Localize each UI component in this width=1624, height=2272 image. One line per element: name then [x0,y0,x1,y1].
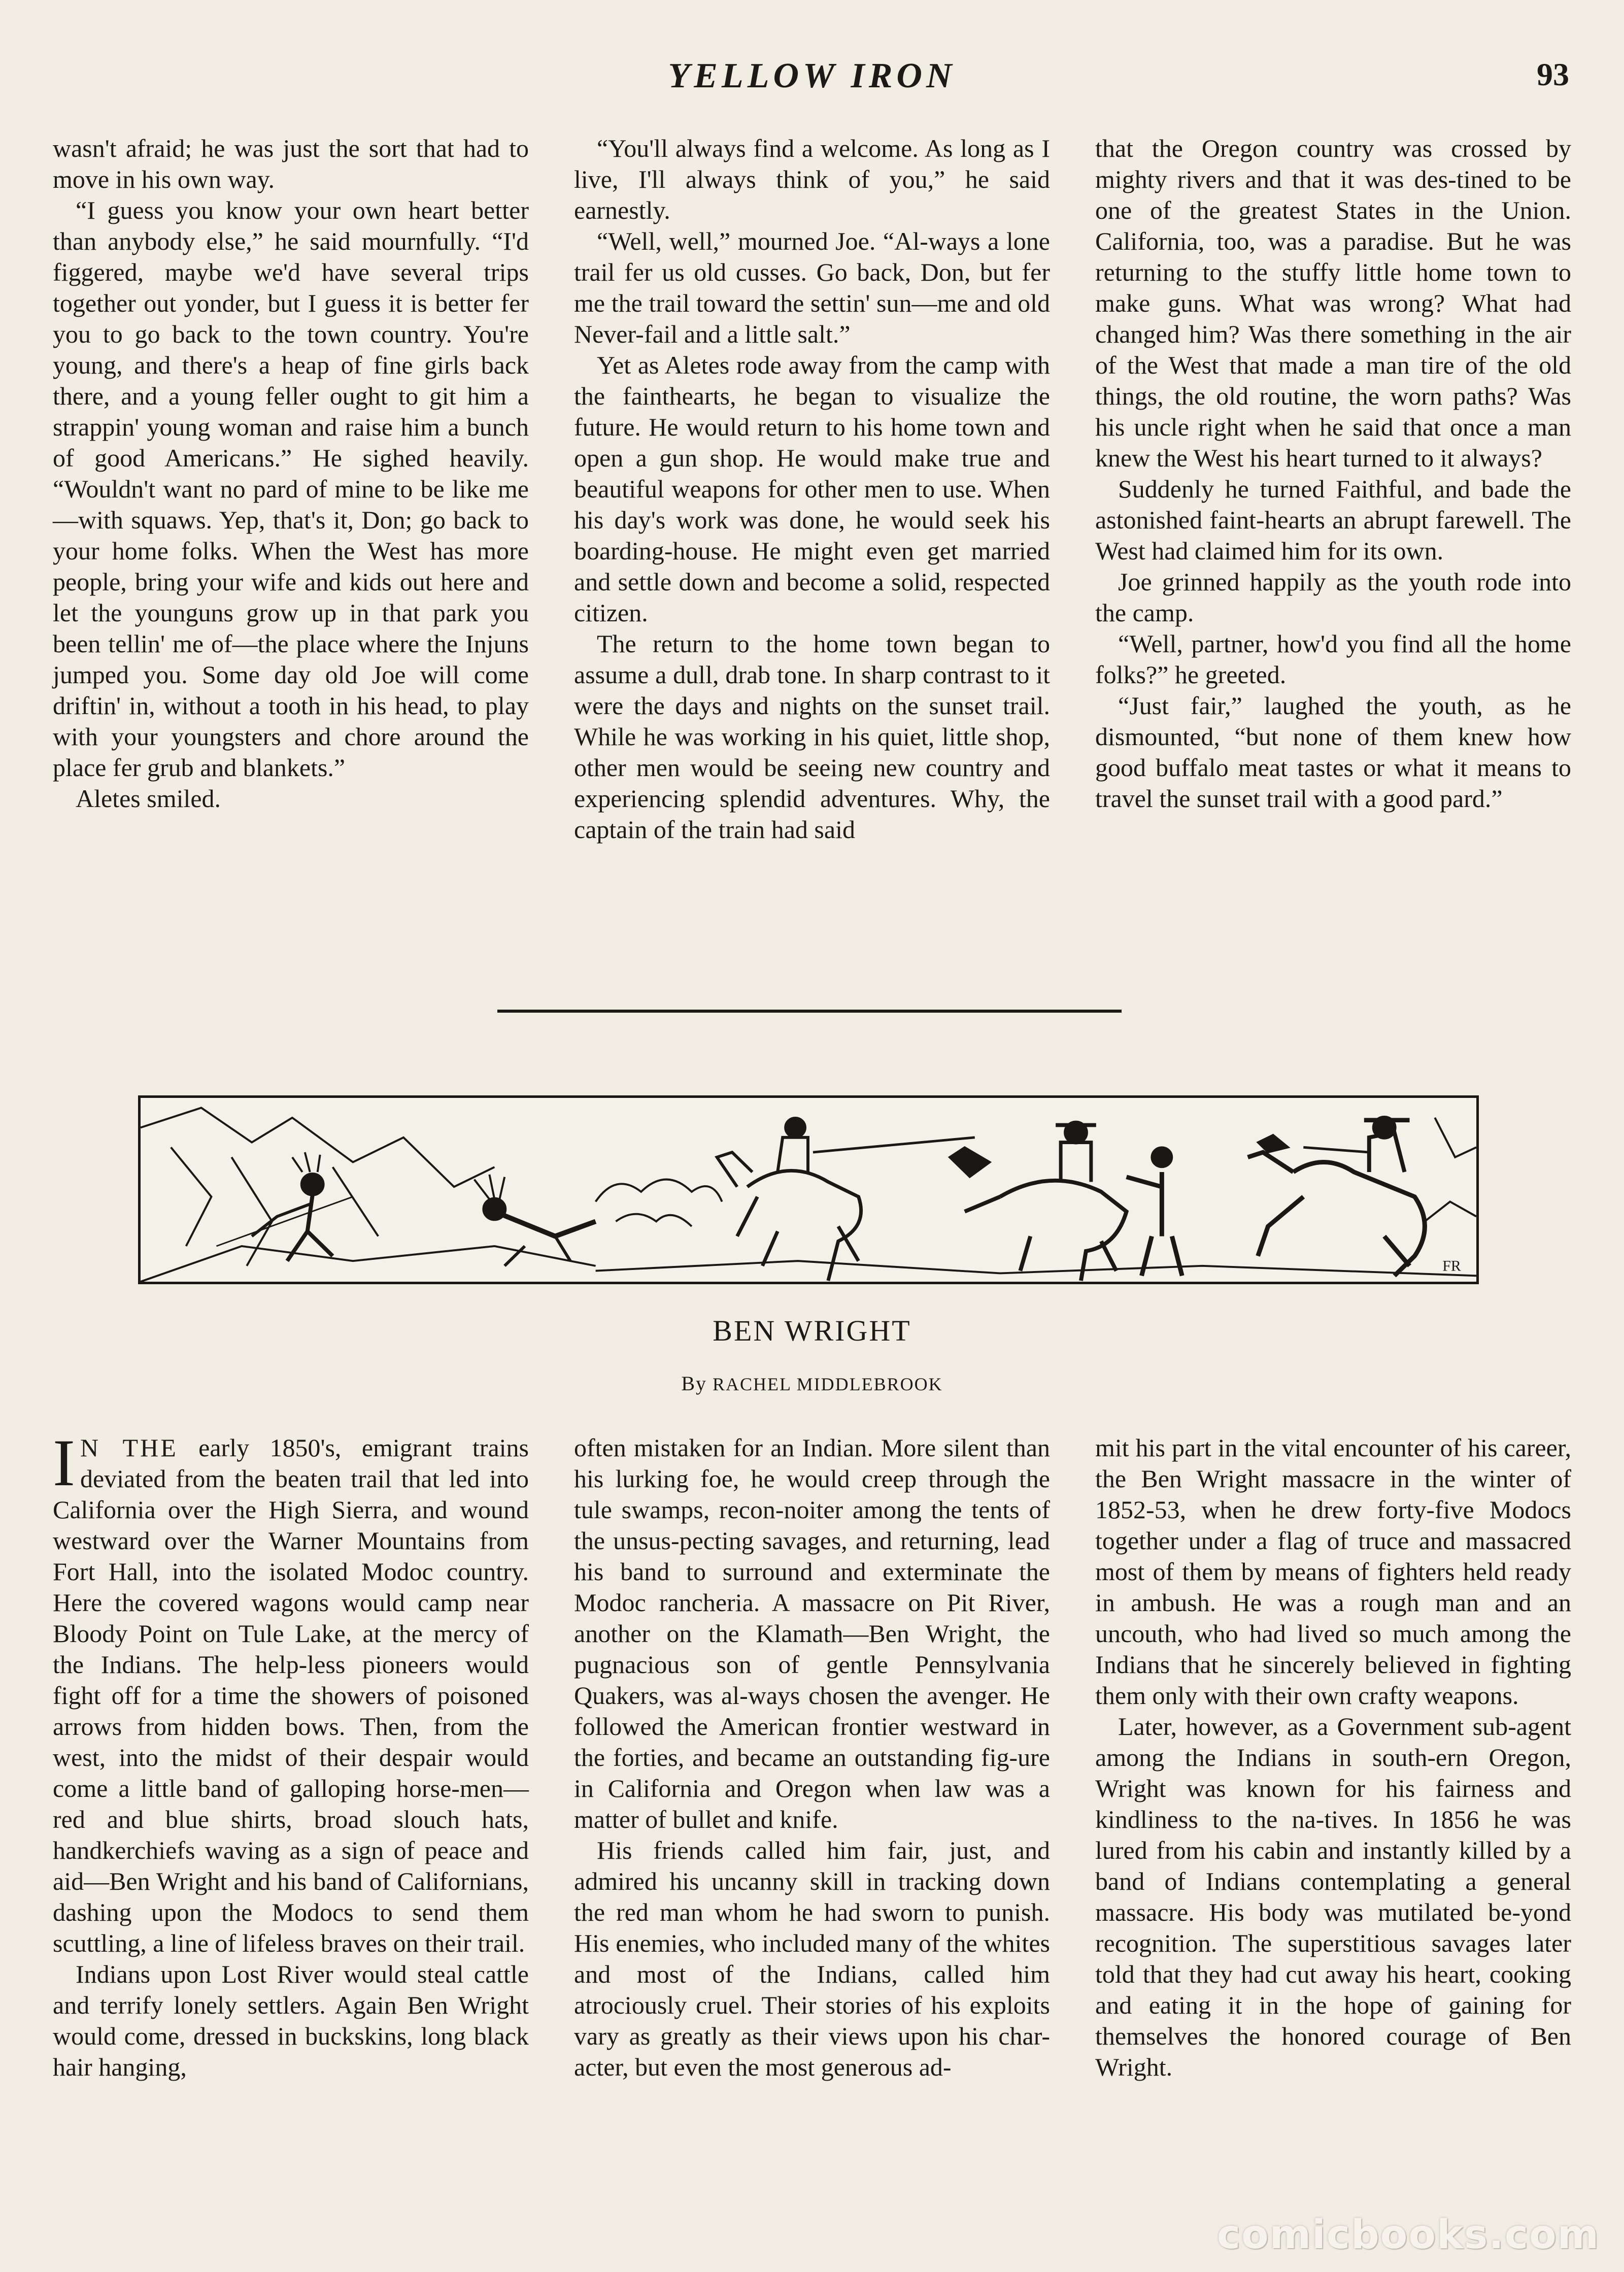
article-columns [53,1425,1571,2194]
paragraph: often mistaken for an Indian. More silent than his lurking foe, he would creep through the tule swamps, recon-noiter among the tents of the unsus-pecting savages, and returning, lead his band to surround and exterminate the Modoc rancheria. A massacre on Pit River, another on the Klamath—Ben Wright, the pugnacious son of gentle Pennsylvania Quakers, was al-ways chosen the avenger. He followed the American frontier westward in the forties, and became an outstanding fig-ure in California and Oregon when law was a matter of bullet and knife. [574,1433,1050,1833]
paragraph: Aletes smiled. [76,784,221,813]
running-head [0,56,1624,112]
byline-by: By [681,1372,707,1395]
story-column-3 [1095,133,1571,965]
paragraph: “Just fair,” laughed the youth, as he dismounted, “but none of them knew how good buffalo meat tastes or what it means to travel the sunset trail with a good pard.” [1095,691,1571,813]
paragraph: Suddenly he turned Faithful, and bade the astonished faint-hearts an abrupt farewell. The West had claimed him for its own. [1095,475,1571,565]
paragraph: Later, however, as a Government sub-agent among the Indians in south-ern Oregon, Wright was known for his fairness and kindliness to the na-tives. In 1856 he was lured from his cabin and instantly killed by a band of Indians contemplating a general massacre. His body was mutilated be-yond recognition. The superstitious savages later told that they had cut away his heart, cooking and eating it in the hope of gaining for themselves the honored courage of Ben Wright. [1095,1712,1571,2081]
paragraph: Joe grinned happily as the youth rode into the camp. [1095,567,1571,627]
paragraph: “I guess you know your own heart better than anybody else,” he said mournfully. “I'd figgered, maybe we'd have several trips together out yonder, but I guess it is better fer you to go back to the town country. You're young, and there's a heap of fine girls back there, and a young feller ought to git him a strappin' young woman and raise him a bunch of good Americans.” He sighed heavily. “Wouldn't want no pard of mine to be like me—with squaws. Yep, that's it, Don; go back to your home folks. When the West has more people, bring your wife and kids out here and let the younguns grow up in that park you been tellin' me of—the place where the Injuns jumped you. Some day old Joe will come driftin' in, without a tooth in his head, to play with your youngsters and chore around the place fer grub and blankets.” [53,196,529,782]
artist-signature: FR [1442,1258,1461,1275]
watermark: comicbooks.com [1216,2212,1600,2258]
paragraph: “Well, well,” mourned Joe. “Al-ways a lone trail fer us old cusses. Go back, Don, but fer me the trail toward the settin' sun—me and old Never-fail and a little salt.” [574,227,1050,348]
article-title: BEN WRIGHT [713,1314,911,1347]
story-column-1 [53,133,529,965]
paragraph: His friends called him fair, just, and admired his uncanny skill in tracking down the red man whom he had sworn to punish. His enemies, who included many of the whites and most of the Indians, called him atrociously cruel. Their stories of his exploits vary as greatly as their views upon his char-acter, but even the most generous ad- [574,1836,1050,2081]
story-ending-columns [53,133,1571,965]
paragraph: Yet as Aletes rode away from the camp with the fainthearts, he began to visualize the future. He would return to his home town and open a gun shop. He would make true and beautiful weapons for other men to use. When his day's work was done, he would seek his boarding-house. He might even get married and settle down and become a solid, respected citizen. [574,351,1050,627]
paragraph: “Well, partner, how'd you find all the home folks?” he greeted. [1095,629,1571,689]
section-divider-rule [497,1010,1122,1013]
article-column-1 [53,1425,529,2194]
byline [0,1372,1624,1395]
paragraph: Indians upon Lost River would steal cattle and terrify lonely settlers. Again Ben Wright would come, dressed in buckskins, long black hair hanging, [53,1960,529,2081]
opening-paragraph [53,1425,529,1959]
article-column-3 [1095,1432,1571,2194]
running-title: YELLOW IRON [668,56,956,95]
paragraph: The return to the home town began to assume a dull, drab tone. In sharp contrast to it were the days and nights on the sunset trail. While he was working in his quiet, little shop, other men would be seeing new country and experiencing splendid adventures. Why, the captain of the train had said [574,629,1050,844]
paragraph: wasn't afraid; he was just the sort that had to move in his own way. [53,134,529,193]
opening-words: N THE [80,1433,178,1462]
article-column-2 [574,1432,1050,2194]
header-illustration [138,1095,1479,1284]
paragraph: mit his part in the vital encounter of his career, the Ben Wright massacre in the winter of 1852-53, when he drew forty-five Modocs together under a flag of truce and massacred most of them by means of fighters held ready in ambush. He was a rough man and an uncouth, who had lived so much among the Indians that he sincerely believed in fighting them only with their own crafty weapons. [1095,1433,1571,1710]
page-number: 93 [1537,56,1569,92]
frontier-chase-drawing [141,1098,1476,1282]
story-column-2 [574,133,1050,965]
byline-author: RACHEL MIDDLEBROOK [713,1374,943,1394]
opening-paragraph-text: early 1850's, emigrant trains deviated from the beaten trail that led into California over the High Sierra, and wound westward over the Warner Mountains from Fort Hall, into the isolated Modoc country. Here the covered wagons would camp near Bloody Point on Tule Lake, at the mercy of the Indians. The help-less pioneers would fight off for a time the showers of poisoned arrows from hidden bows. Then, from the west, into the midst of their despair would come a little band of galloping horse-men—red and blue shirts, broad slouch hats, handkerchiefs waving as a sign of peace and aid—Ben Wright and his band of Californians, dashing upon the Modocs to send them scuttling, a line of lifeless braves on their trail. [53,1433,529,1957]
drop-cap: I [53,1425,75,1500]
paragraph: that the Oregon country was crossed by mighty rivers and that it was des-tined to be one of the greatest States in the Union. California, too, was a paradise. But he was returning to the stuffy little home town to make guns. What was wrong? What had changed him? Was there something in the air of the West that made a man tire of the old things, the old routine, the worn paths? Was his uncle right when he said that once a man knew the West his heart turned to it always? [1095,134,1571,472]
paragraph: “You'll always find a welcome. As long as I live, I'll always think of you,” he said earnestly. [574,134,1050,224]
